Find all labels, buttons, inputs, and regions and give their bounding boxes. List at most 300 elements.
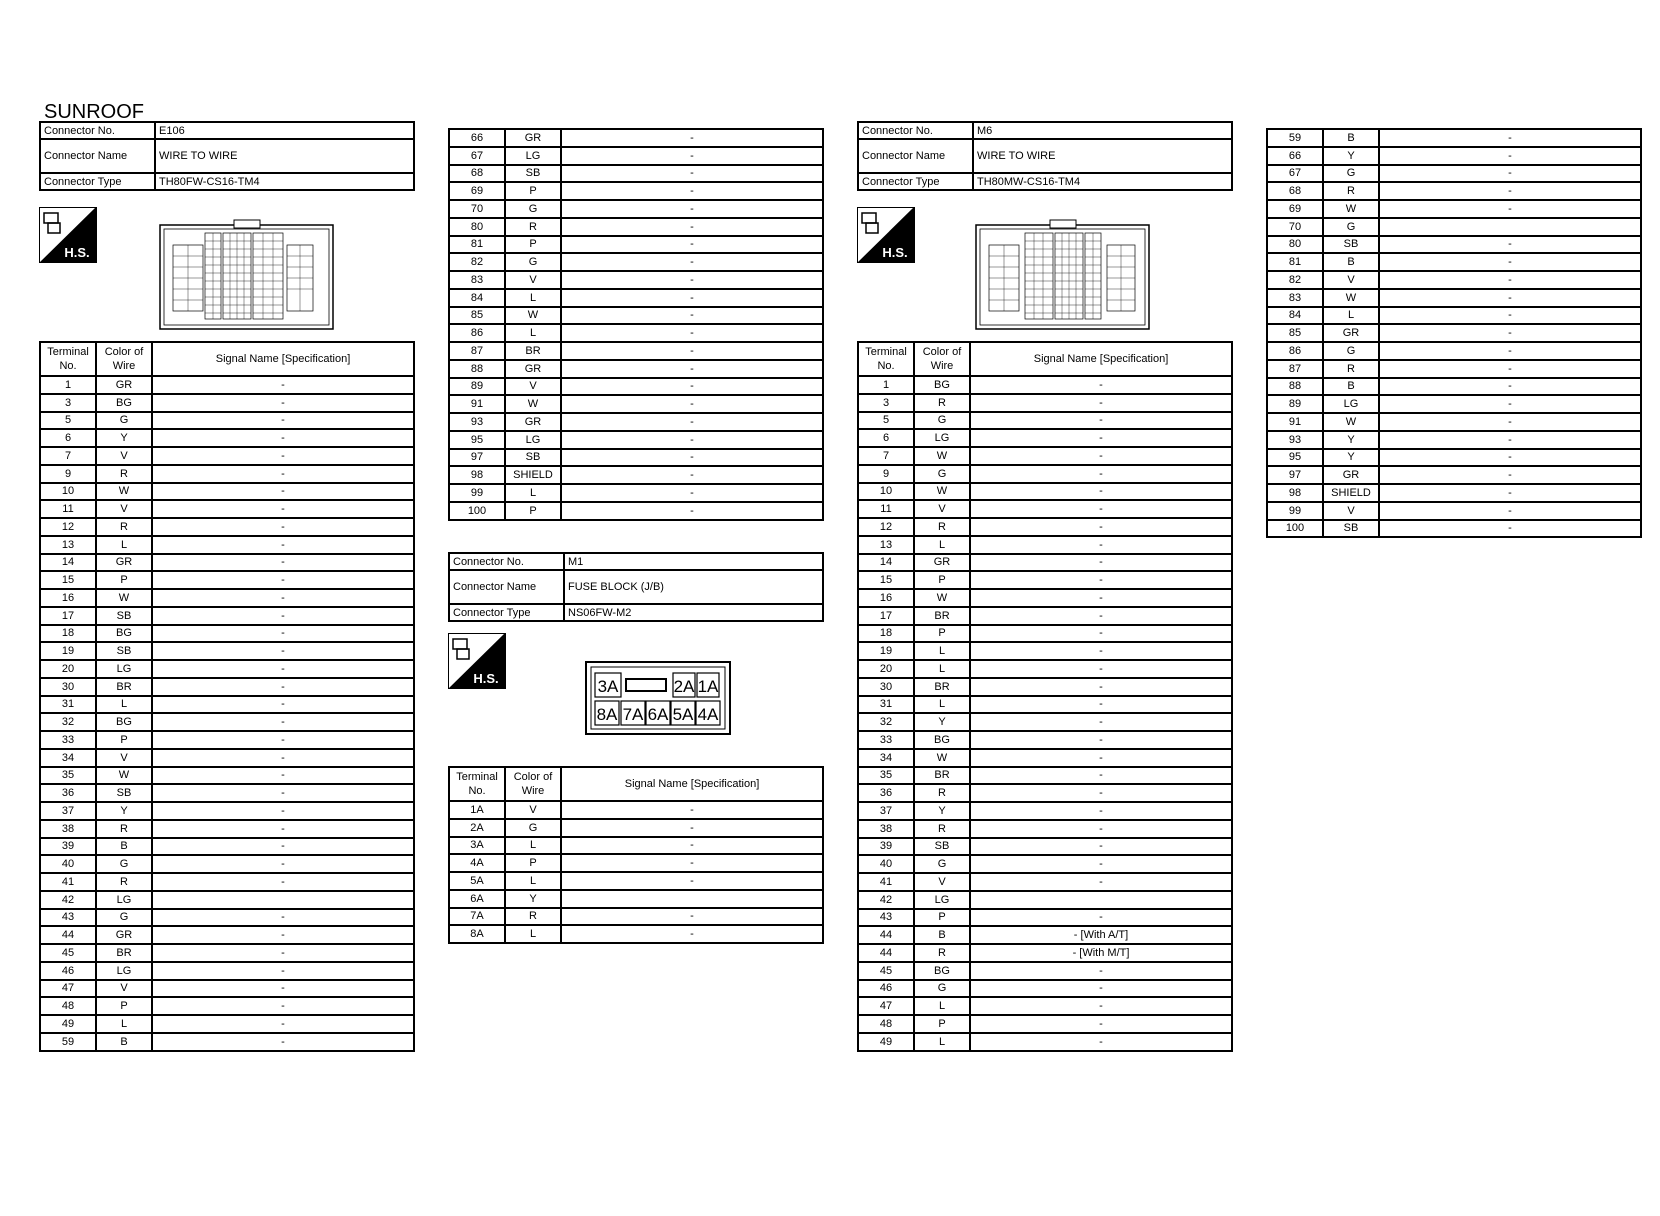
signal-name-cell [1379, 218, 1641, 236]
table-row [40, 980, 414, 998]
terminal-no-cell: 68 [1267, 182, 1323, 200]
terminal-no-cell: 47 [858, 997, 914, 1015]
terminal-no-cell: 95 [1267, 449, 1323, 467]
wire-color-cell: W [914, 589, 970, 607]
m6-terminal-table-continued [1266, 128, 1642, 538]
signal-name-cell: - [561, 165, 823, 183]
signal-name-cell: - [152, 394, 414, 412]
wire-color-cell: G [505, 253, 561, 271]
m6-terminal-table [857, 341, 1233, 1052]
wire-color-cell: R [505, 218, 561, 236]
table-row [40, 820, 414, 838]
wire-color-cell: G [1323, 342, 1379, 360]
terminal-no-cell: 66 [1267, 147, 1323, 165]
header-terminal-no: Terminal No. [40, 342, 96, 376]
wire-color-cell: SB [505, 165, 561, 183]
pin-label: 4A [697, 705, 719, 724]
terminal-no-cell: 43 [40, 909, 96, 927]
terminal-no-cell: 87 [1267, 360, 1323, 378]
signal-name-cell: - [152, 802, 414, 820]
terminal-no-cell: 2A [449, 819, 505, 837]
page-title: SUNROOF [44, 101, 144, 123]
header-color-of-wire: Color of Wire [914, 342, 970, 376]
terminal-no-cell: 98 [1267, 484, 1323, 502]
wire-color-cell: P [505, 854, 561, 872]
table-row [858, 678, 1232, 696]
table-row [858, 820, 1232, 838]
wire-color-cell: LG [96, 660, 152, 678]
wire-color-cell: SB [96, 607, 152, 625]
signal-name-cell: - [152, 1033, 414, 1051]
terminal-no-cell: 16 [858, 589, 914, 607]
hs-label: H.S. [64, 245, 90, 260]
signal-name-cell: - [152, 980, 414, 998]
wire-color-cell: W [1323, 289, 1379, 307]
signal-name-cell: - [152, 926, 414, 944]
wire-color-cell: W [914, 447, 970, 465]
terminal-no-cell: 95 [449, 431, 505, 449]
table-row [40, 696, 414, 714]
hs-label: H.S. [473, 671, 499, 686]
terminal-no-cell: 1A [449, 801, 505, 819]
terminal-no-cell: 1 [858, 376, 914, 394]
wire-color-cell: BR [914, 767, 970, 785]
table-row [1267, 413, 1641, 431]
table-row [858, 767, 1232, 785]
table-row [858, 944, 1232, 962]
wire-color-cell: R [505, 908, 561, 926]
table-row [858, 483, 1232, 501]
signal-name-cell: - [561, 431, 823, 449]
terminal-no-cell: 67 [1267, 165, 1323, 183]
table-row [449, 890, 823, 908]
wire-color-cell: B [96, 838, 152, 856]
signal-name-cell: - [970, 980, 1232, 998]
wire-color-cell: R [914, 394, 970, 412]
wire-color-cell: B [914, 926, 970, 944]
table-row [40, 891, 414, 909]
wire-color-cell: P [914, 1015, 970, 1033]
signal-name-cell: - [970, 554, 1232, 572]
pin-label: 1A [697, 677, 719, 696]
table-row [449, 395, 823, 413]
table-row [40, 731, 414, 749]
signal-name-cell: - [With M/T] [970, 944, 1232, 962]
signal-name-cell: - [152, 909, 414, 927]
table-row [449, 342, 823, 360]
table-row [40, 518, 414, 536]
table-row [858, 997, 1232, 1015]
table-row [858, 589, 1232, 607]
table-row [1267, 165, 1641, 183]
signal-name-cell [152, 891, 414, 909]
terminal-no-cell: 19 [40, 642, 96, 660]
table-row [1267, 484, 1641, 502]
signal-name-cell: - [970, 660, 1232, 678]
terminal-no-cell: 20 [40, 660, 96, 678]
table-row [40, 1033, 414, 1051]
wire-color-cell: W [505, 307, 561, 325]
terminal-no-cell: 10 [40, 483, 96, 501]
wire-color-cell: R [914, 518, 970, 536]
terminal-no-cell: 36 [858, 784, 914, 802]
wire-color-cell: Y [914, 802, 970, 820]
signal-name-cell: - [1379, 466, 1641, 484]
wire-color-cell: LG [914, 429, 970, 447]
terminal-no-cell: 11 [40, 500, 96, 518]
terminal-no-cell: 33 [858, 731, 914, 749]
wire-color-cell: LG [505, 147, 561, 165]
terminal-no-cell: 66 [449, 129, 505, 147]
table-row [1267, 289, 1641, 307]
signal-name-cell: - [561, 449, 823, 467]
table-row [858, 607, 1232, 625]
terminal-no-cell: 39 [40, 838, 96, 856]
terminal-no-cell: 9 [40, 465, 96, 483]
terminal-no-cell: 42 [858, 891, 914, 909]
wire-color-cell: R [1323, 360, 1379, 378]
table-row [40, 997, 414, 1015]
terminal-no-cell: 40 [40, 855, 96, 873]
signal-name-cell: - [152, 447, 414, 465]
table-row [40, 1015, 414, 1033]
terminal-no-cell: 87 [449, 342, 505, 360]
wire-color-cell: V [96, 749, 152, 767]
signal-name-cell: - [970, 536, 1232, 554]
wire-color-cell: R [96, 465, 152, 483]
wire-color-cell: W [505, 395, 561, 413]
wire-color-cell: GR [505, 360, 561, 378]
terminal-no-cell: 37 [858, 802, 914, 820]
header-terminal-no: Terminal No. [449, 767, 505, 801]
wire-color-cell: BG [914, 962, 970, 980]
signal-name-cell: - [561, 360, 823, 378]
signal-name-cell: - [152, 536, 414, 554]
table-row [449, 289, 823, 307]
terminal-no-cell: 80 [1267, 236, 1323, 254]
table-row [40, 944, 414, 962]
table-row [449, 253, 823, 271]
wire-color-cell: G [96, 412, 152, 430]
signal-name-cell: - [152, 731, 414, 749]
signal-name-cell: - [561, 837, 823, 855]
terminal-no-cell: 46 [40, 962, 96, 980]
wire-color-cell: P [914, 909, 970, 927]
table-row [449, 129, 823, 147]
signal-name-cell: - [561, 413, 823, 431]
signal-name-cell: - [561, 129, 823, 147]
signal-name-cell: - [561, 908, 823, 926]
wire-color-cell: BR [914, 678, 970, 696]
wire-color-cell: V [96, 500, 152, 518]
terminal-no-cell: 93 [449, 413, 505, 431]
signal-name-cell: - [561, 236, 823, 254]
table-row [858, 713, 1232, 731]
table-row [40, 571, 414, 589]
wire-color-cell: W [96, 767, 152, 785]
terminal-no-cell: 18 [40, 625, 96, 643]
table-row [858, 518, 1232, 536]
signal-name-cell: - [970, 376, 1232, 394]
terminal-no-cell: 97 [1267, 466, 1323, 484]
terminal-no-cell: 48 [858, 1015, 914, 1033]
signal-name-cell: - [152, 660, 414, 678]
table-row [1267, 378, 1641, 396]
terminal-no-cell: 100 [1267, 520, 1323, 538]
terminal-no-cell: 49 [40, 1015, 96, 1033]
terminal-no-cell: 85 [449, 307, 505, 325]
table-row [40, 412, 414, 430]
wire-color-cell: SHIELD [505, 466, 561, 484]
wire-color-cell: W [96, 589, 152, 607]
wire-color-cell: GR [96, 926, 152, 944]
table-row [40, 536, 414, 554]
wire-color-cell: LG [96, 962, 152, 980]
signal-name-cell: - [1379, 324, 1641, 342]
signal-name-cell: - [970, 1015, 1232, 1033]
table-row [858, 376, 1232, 394]
wire-color-cell: L [914, 997, 970, 1015]
terminal-no-cell: 44 [858, 926, 914, 944]
table-row [858, 625, 1232, 643]
signal-name-cell: - [561, 395, 823, 413]
signal-name-cell: - [152, 678, 414, 696]
table-row [858, 571, 1232, 589]
wire-color-cell: P [96, 571, 152, 589]
header-color-of-wire: Color of Wire [505, 767, 561, 801]
terminal-no-cell: 32 [858, 713, 914, 731]
signal-name-cell: - [1379, 289, 1641, 307]
wire-color-cell: BG [96, 713, 152, 731]
terminal-no-cell: 70 [449, 200, 505, 218]
wire-color-cell: V [914, 873, 970, 891]
signal-name-cell: - [970, 625, 1232, 643]
signal-name-cell: - [970, 749, 1232, 767]
signal-name-cell: - [561, 502, 823, 520]
wire-color-cell: L [505, 872, 561, 890]
table-row [40, 784, 414, 802]
table-row [858, 838, 1232, 856]
signal-name-cell: - [152, 820, 414, 838]
table-row [1267, 147, 1641, 165]
terminal-no-cell: 3 [40, 394, 96, 412]
terminal-no-cell: 20 [858, 660, 914, 678]
signal-name-cell: - [152, 429, 414, 447]
signal-name-cell: - [970, 412, 1232, 430]
wire-color-cell: G [1323, 165, 1379, 183]
signal-name-cell: - [970, 713, 1232, 731]
table-row [1267, 520, 1641, 538]
terminal-no-cell: 43 [858, 909, 914, 927]
terminal-no-cell: 45 [858, 962, 914, 980]
table-row [1267, 449, 1641, 467]
table-row [449, 271, 823, 289]
terminal-no-cell: 3 [858, 394, 914, 412]
wire-color-cell: L [914, 1033, 970, 1051]
signal-name-cell: - [1379, 253, 1641, 271]
terminal-no-cell: 8A [449, 925, 505, 943]
signal-name-cell: - [1379, 395, 1641, 413]
terminal-no-cell: 9 [858, 465, 914, 483]
terminal-no-cell: 31 [858, 696, 914, 714]
table-row [1267, 129, 1641, 147]
wire-color-cell: P [96, 731, 152, 749]
wire-color-cell: GR [1323, 324, 1379, 342]
terminal-no-cell: 4A [449, 854, 505, 872]
label-connector-type: Connector Type [858, 173, 973, 190]
table-row [449, 200, 823, 218]
wire-color-cell: Y [1323, 449, 1379, 467]
pin-label: 6A [647, 705, 669, 724]
terminal-no-cell: 34 [858, 749, 914, 767]
table-row [449, 908, 823, 926]
terminal-no-cell: 35 [858, 767, 914, 785]
terminal-no-cell: 6A [449, 890, 505, 908]
wire-color-cell: P [914, 571, 970, 589]
signal-name-cell: - [1379, 502, 1641, 520]
terminal-no-cell: 32 [40, 713, 96, 731]
signal-name-cell: - [561, 854, 823, 872]
wire-color-cell: V [1323, 502, 1379, 520]
wire-color-cell: V [1323, 271, 1379, 289]
wire-color-cell: R [1323, 182, 1379, 200]
terminal-no-cell: 38 [40, 820, 96, 838]
e106-terminal-table [39, 341, 415, 1052]
table-row [1267, 200, 1641, 218]
table-row [858, 536, 1232, 554]
table-row [449, 147, 823, 165]
signal-name-cell: - [561, 182, 823, 200]
signal-name-cell: - [1379, 165, 1641, 183]
terminal-no-cell: 7 [858, 447, 914, 465]
e106-terminal-table-continued [448, 128, 824, 521]
signal-name-cell: - [152, 642, 414, 660]
wire-color-cell: SB [1323, 520, 1379, 538]
signal-name-cell: - [561, 289, 823, 307]
terminal-no-cell: 83 [1267, 289, 1323, 307]
hs-badge-icon [857, 207, 915, 263]
signal-name-cell: - [970, 465, 1232, 483]
table-row [1267, 218, 1641, 236]
wire-color-cell: SHIELD [1323, 484, 1379, 502]
table-row [449, 819, 823, 837]
terminal-no-cell: 85 [1267, 324, 1323, 342]
signal-name-cell: - [970, 642, 1232, 660]
terminal-no-cell: 83 [449, 271, 505, 289]
terminal-no-cell: 3A [449, 837, 505, 855]
signal-name-cell: - [152, 589, 414, 607]
signal-name-cell: - [152, 625, 414, 643]
terminal-no-cell: 12 [40, 518, 96, 536]
signal-name-cell: - [561, 378, 823, 396]
table-row [858, 980, 1232, 998]
signal-name-cell: - [970, 767, 1232, 785]
signal-name-cell: - [With A/T] [970, 926, 1232, 944]
wire-color-cell: L [96, 536, 152, 554]
table-row [858, 660, 1232, 678]
wire-color-cell: G [914, 412, 970, 430]
pin-label: 7A [622, 705, 644, 724]
signal-name-cell: - [1379, 182, 1641, 200]
table-row [1267, 253, 1641, 271]
table-row [40, 447, 414, 465]
table-row [858, 500, 1232, 518]
signal-name-cell: - [970, 571, 1232, 589]
terminal-no-cell: 14 [858, 554, 914, 572]
header-terminal-no: Terminal No. [858, 342, 914, 376]
wire-color-cell: L [96, 1015, 152, 1033]
signal-name-cell: - [1379, 520, 1641, 538]
signal-name-cell [561, 890, 823, 908]
table-row [40, 802, 414, 820]
table-row [449, 218, 823, 236]
terminal-no-cell: 69 [449, 182, 505, 200]
wire-color-cell: G [914, 980, 970, 998]
terminal-no-cell: 98 [449, 466, 505, 484]
signal-name-cell: - [970, 909, 1232, 927]
signal-name-cell: - [970, 394, 1232, 412]
terminal-no-cell: 93 [1267, 431, 1323, 449]
table-row [40, 767, 414, 785]
terminal-no-cell: 10 [858, 483, 914, 501]
signal-name-cell: - [1379, 449, 1641, 467]
wire-color-cell: B [1323, 253, 1379, 271]
wire-color-cell: L [505, 925, 561, 943]
signal-name-cell: - [152, 483, 414, 501]
table-row [449, 925, 823, 943]
table-row [858, 429, 1232, 447]
terminal-no-cell: 81 [449, 236, 505, 254]
wire-color-cell: B [1323, 378, 1379, 396]
m1-connector-name: FUSE BLOCK (J/B) [564, 570, 823, 604]
wire-color-cell: SB [96, 642, 152, 660]
table-row [449, 484, 823, 502]
table-row [1267, 360, 1641, 378]
wire-color-cell: BR [505, 342, 561, 360]
signal-name-cell: - [1379, 431, 1641, 449]
wire-color-cell: BR [96, 678, 152, 696]
signal-name-cell: - [152, 1015, 414, 1033]
table-row [40, 642, 414, 660]
terminal-no-cell: 41 [858, 873, 914, 891]
table-row [40, 909, 414, 927]
signal-name-cell: - [970, 696, 1232, 714]
wire-color-cell: R [914, 820, 970, 838]
signal-name-cell: - [152, 838, 414, 856]
table-row [1267, 324, 1641, 342]
terminal-no-cell: 67 [449, 147, 505, 165]
signal-name-cell: - [970, 518, 1232, 536]
signal-name-cell: - [970, 678, 1232, 696]
terminal-no-cell: 12 [858, 518, 914, 536]
wire-color-cell: Y [505, 890, 561, 908]
wire-color-cell: P [914, 625, 970, 643]
signal-name-cell: - [970, 802, 1232, 820]
table-row [858, 554, 1232, 572]
signal-name-cell: - [561, 200, 823, 218]
terminal-no-cell: 59 [1267, 129, 1323, 147]
table-row [40, 873, 414, 891]
signal-name-cell: - [970, 855, 1232, 873]
signal-name-cell: - [970, 820, 1232, 838]
header-color-of-wire: Color of Wire [96, 342, 152, 376]
signal-name-cell: - [970, 447, 1232, 465]
terminal-no-cell: 37 [40, 802, 96, 820]
terminal-no-cell: 44 [858, 944, 914, 962]
signal-name-cell [970, 891, 1232, 909]
signal-name-cell: - [1379, 413, 1641, 431]
table-row [449, 801, 823, 819]
